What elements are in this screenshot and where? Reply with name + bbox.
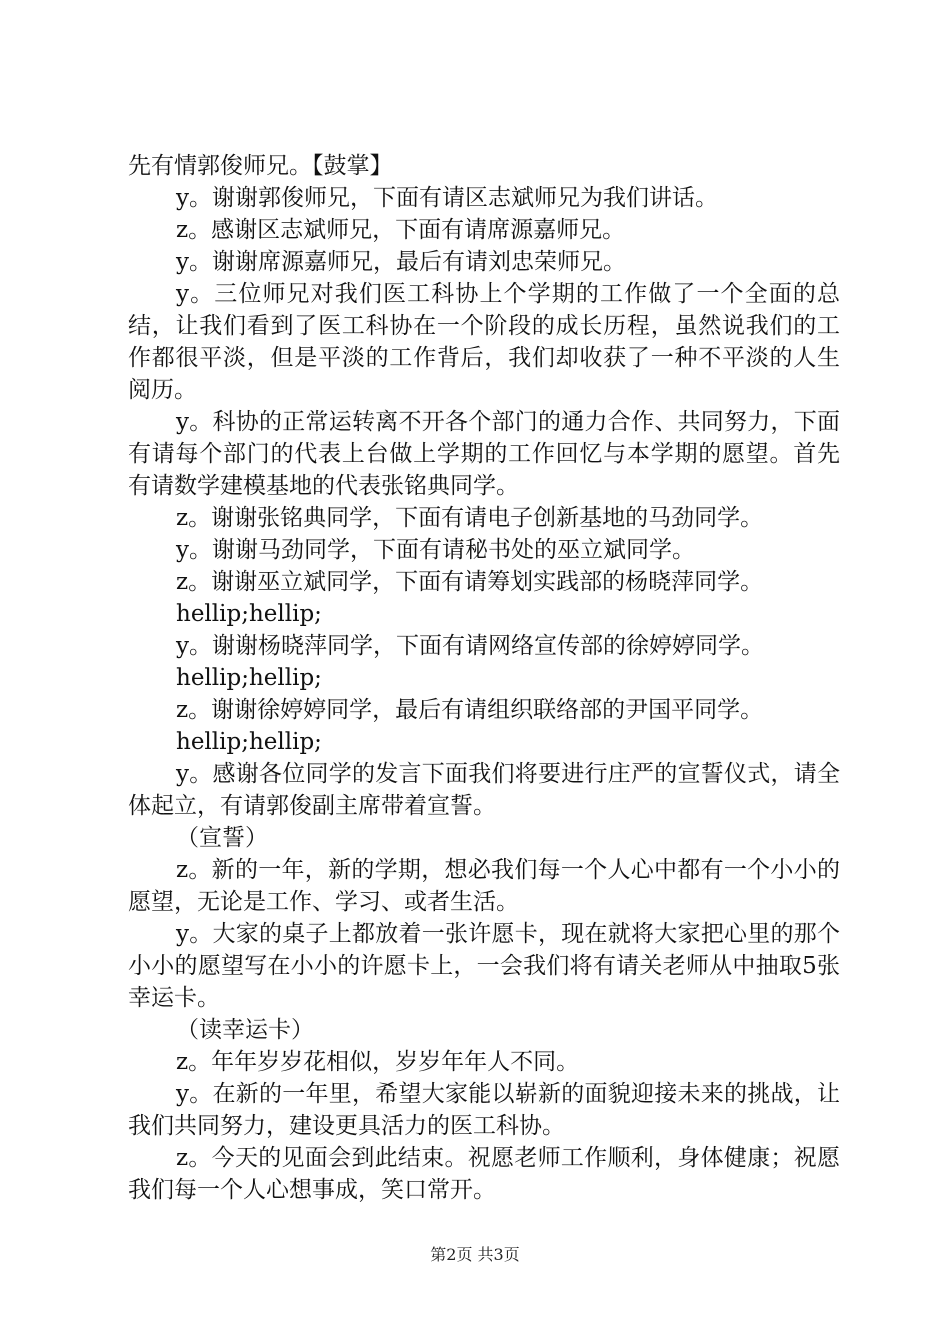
paragraph: y。谢谢杨晓萍同学，下面有请网络宣传部的徐婷婷同学。 xyxy=(176,633,764,659)
paragraph: y。感谢各位同学的发言下面我们将要进行庄严的宣誓仪式，请全体起立，有请郭俊副主席带着宣誓。 xyxy=(128,761,840,819)
paragraph: hellip;hellip; xyxy=(176,665,322,691)
paragraph: z。年年岁岁花相似，岁岁年年人不同。 xyxy=(176,1049,580,1075)
paragraph: hellip;hellip; xyxy=(176,601,322,627)
paragraph: y。谢谢郭俊师兄，下面有请区志斌师兄为我们讲话。 xyxy=(176,185,718,211)
paragraph: z。谢谢张铭典同学，下面有请电子创新基地的马劲同学。 xyxy=(176,505,764,531)
paragraph: z。谢谢巫立斌同学，下面有请筹划实践部的杨晓萍同学。 xyxy=(176,569,764,595)
paragraph: z。今天的见面会到此结束。祝愿老师工作顺利，身体健康；祝愿我们每一个人心想事成，笑口常开。 xyxy=(128,1145,840,1203)
paragraph: z。谢谢徐婷婷同学，最后有请组织联络部的尹国平同学。 xyxy=(176,697,764,723)
paragraph: z。感谢区志斌师兄，下面有请席源嘉师兄。 xyxy=(176,217,626,243)
paragraph: z。新的一年，新的学期，想必我们每一个人心中都有一个小小的愿望，无论是工作、学习、或者生活。 xyxy=(128,857,840,915)
page-footer: 第2页 共3页 xyxy=(430,1245,520,1264)
paragraph: y。谢谢席源嘉师兄，最后有请刘忠荣师兄。 xyxy=(176,249,626,275)
paragraph: hellip;hellip; xyxy=(176,729,322,755)
paragraph: y。三位师兄对我们医工科协上个学期的工作做了一个全面的总结，让我们看到了医工科协在一个阶段的成长历程，虽然说我们的工作都很平淡，但是平淡的工作背后，我们却收获了一种不平淡的人生阅历。 xyxy=(128,281,840,403)
paragraph: 先有情郭俊师兄。【鼓掌】 xyxy=(128,153,393,179)
document-body xyxy=(128,150,840,1206)
stage-direction: （读幸运卡） xyxy=(176,1017,314,1043)
paragraph: y。谢谢马劲同学，下面有请秘书处的巫立斌同学。 xyxy=(176,537,695,563)
stage-direction: （宣誓） xyxy=(176,825,268,851)
paragraph: y。大家的桌子上都放着一张许愿卡，现在就将大家把心里的那个小小的愿望写在小小的许愿卡上，一会我们将有请关老师从中抽取5张幸运卡。 xyxy=(128,921,840,1011)
paragraph: y。科协的正常运转离不开各个部门的通力合作、共同努力，下面有请每个部门的代表上台做上学期的工作回忆与本学期的愿望。首先有请数学建模基地的代表张铭典同学。 xyxy=(128,409,840,499)
paragraph: y。在新的一年里，希望大家能以崭新的面貌迎接未来的挑战，让我们共同努力，建设更具活力的医工科协。 xyxy=(128,1081,840,1139)
